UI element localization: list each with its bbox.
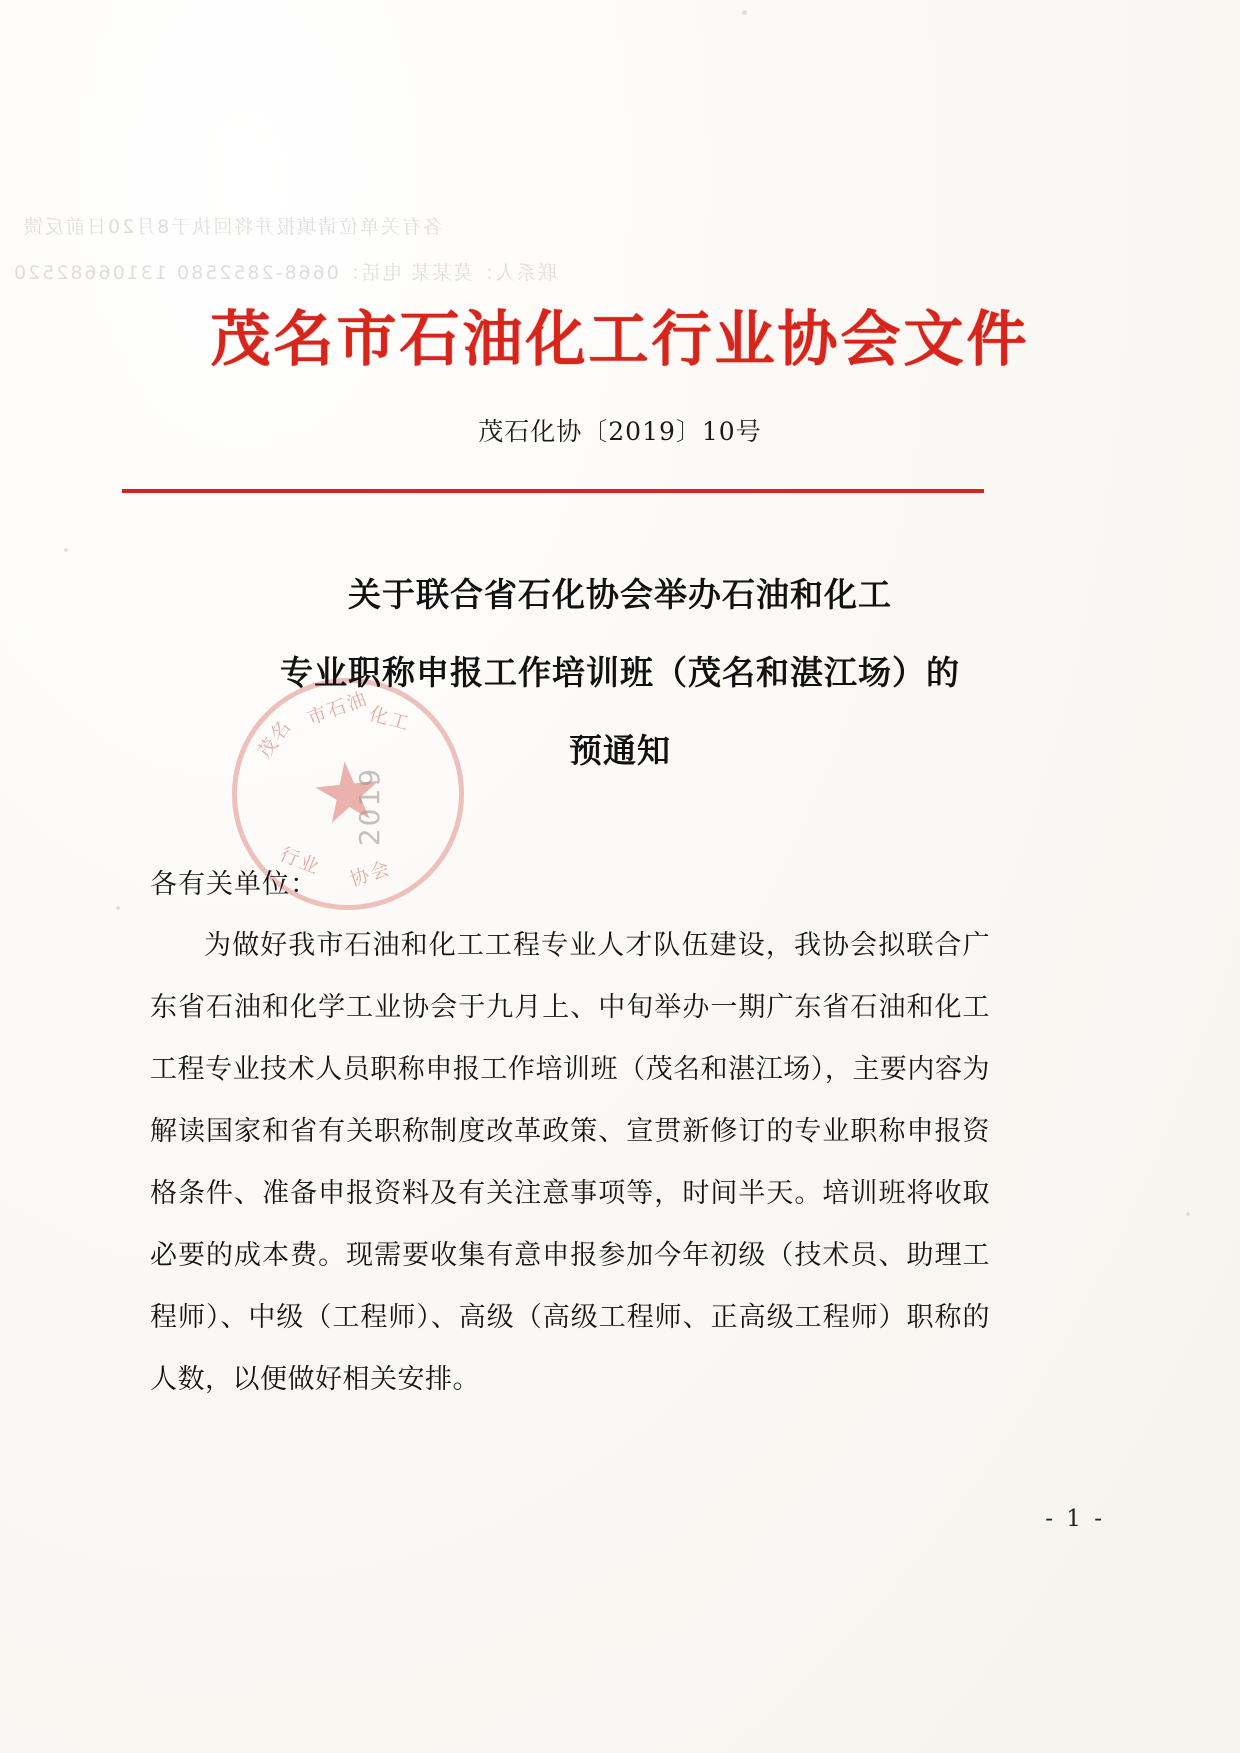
page-number: - 1 - bbox=[1045, 1506, 1105, 1532]
bleed-through-line: 联系人：莫某某 电话：0668-2852580 13106682520 bbox=[12, 262, 557, 284]
document-number: 茂石化协〔2019〕10号 bbox=[478, 417, 762, 446]
subject-line-1: 关于联合省石化协会举办石油和化工 bbox=[348, 575, 892, 614]
issuer-banner-title: 茂名市石油化工行业协会文件 bbox=[210, 305, 1030, 375]
bleed-through-line: 各有关单位请填报并将回执于8月20日前反馈 bbox=[22, 216, 443, 238]
red-divider-rule bbox=[122, 489, 984, 493]
salutation: 各有关单位： bbox=[150, 869, 318, 900]
subject-line-3: 预通知 bbox=[569, 731, 671, 770]
body-paragraph: 为做好我市石油和化工工程专业人才队伍建设，我协会拟联合广东省石油和化学工业协会于九月上、中旬举办一期广东省石油和化工工程专业技术人员职称申报工作培训班（茂名和湛江场），主要内容为解读国家和省有关职称制度改革政策、宣贯新修订的专业职称申报资格条件、准备申报资料及有关注意事项等，时间半天。培训班将收取必要的成本费。现需要收集有意申报参加今年初级（技术员、助理工程师）、中级（工程师）、高级（高级工程师、正高级工程师）职称的人数，以便做好相关安排。 bbox=[150, 930, 990, 1395]
subject-line-2: 专业职称申报工作培训班（茂名和湛江场）的 bbox=[280, 653, 960, 692]
seal-year: 2019 bbox=[353, 766, 387, 847]
document-subject bbox=[150, 556, 1090, 790]
seal-text: 茂名 市石油 化工 行业 协会 bbox=[253, 687, 414, 891]
